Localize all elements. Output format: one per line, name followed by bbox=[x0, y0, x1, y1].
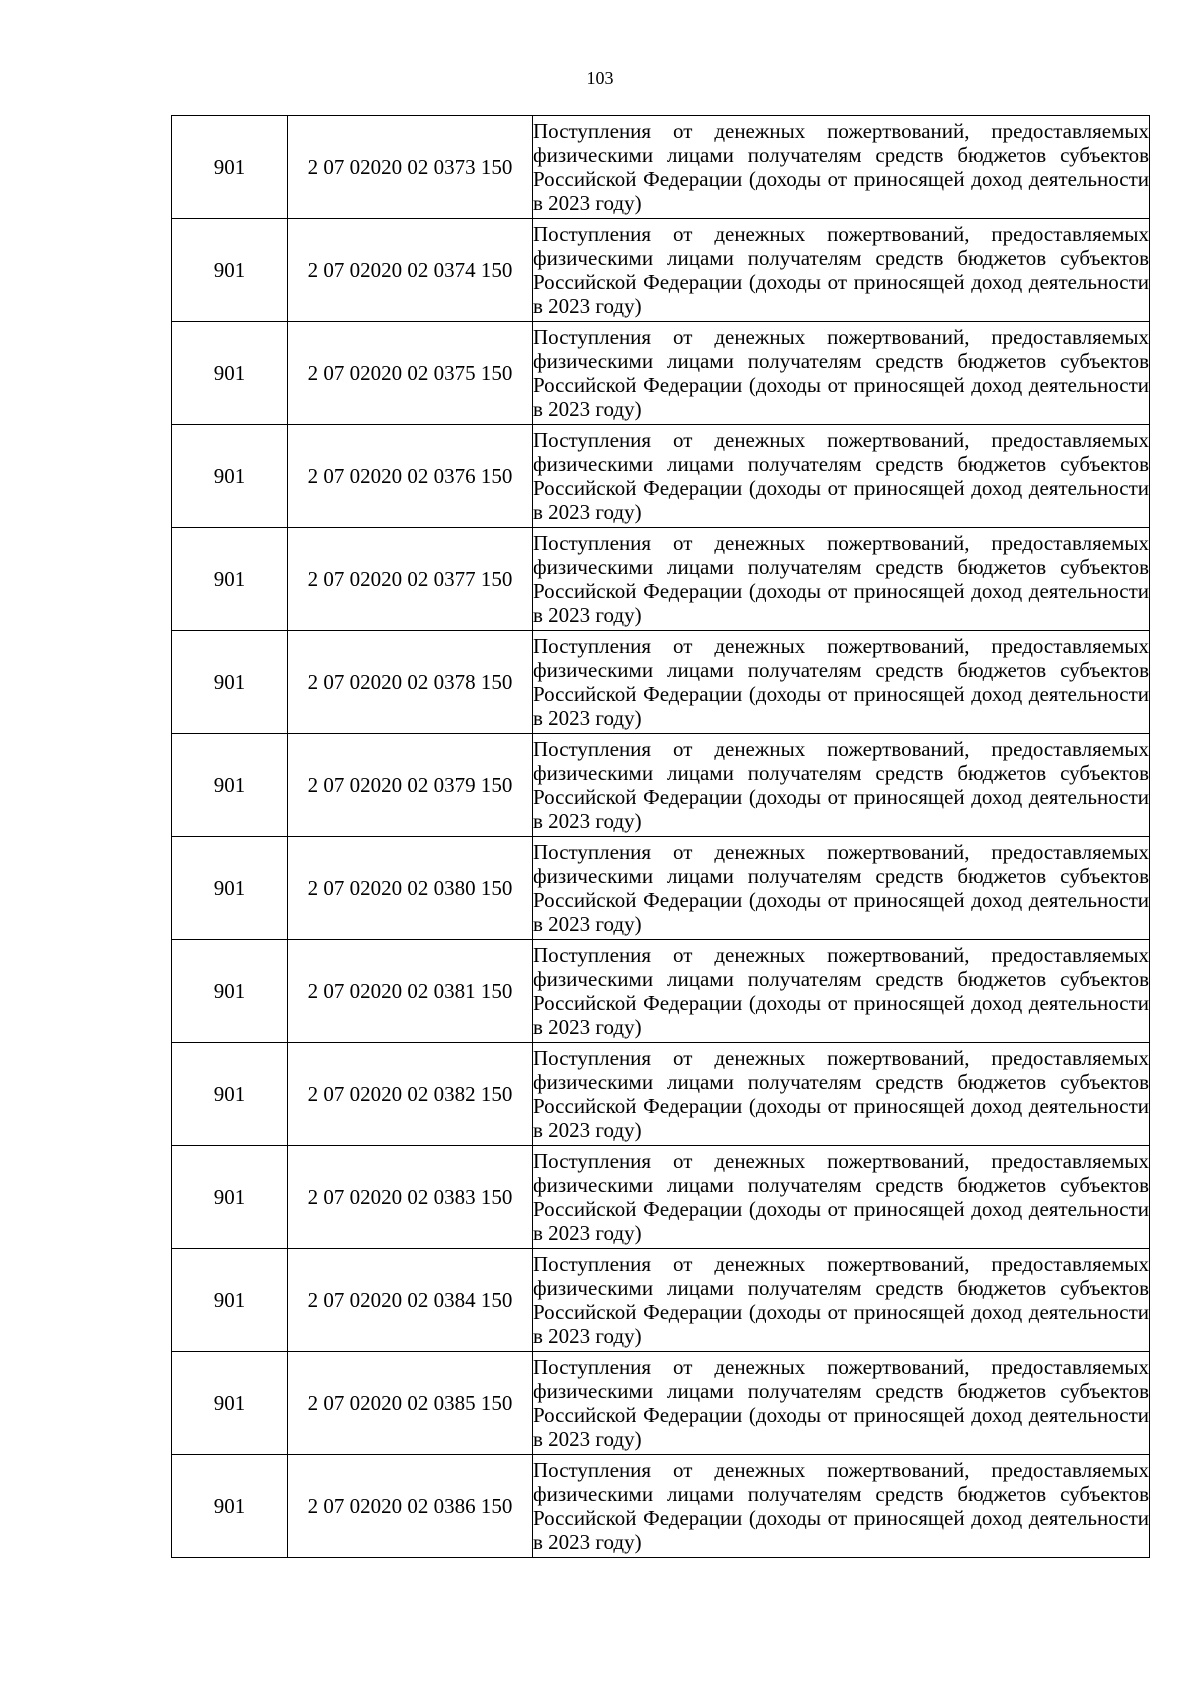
budget-code-cell: 2 07 02020 02 0384 150 bbox=[288, 1249, 533, 1352]
description-cell bbox=[533, 1352, 1150, 1455]
table-body bbox=[172, 116, 1150, 1558]
description-text: Поступления от денежных пожертвований, предоставляемых физическими лицами получателям средств бюджетов субъектов Российской Федерации (доходы от приносящей доход деятельности в 2023 году) bbox=[533, 1045, 1149, 1143]
budget-code-cell: 2 07 02020 02 0381 150 bbox=[288, 940, 533, 1043]
budget-code-cell: 2 07 02020 02 0373 150 bbox=[288, 116, 533, 219]
description-text: Поступления от денежных пожертвований, предоставляемых физическими лицами получателям средств бюджетов субъектов Российской Федерации (доходы от приносящей доход деятельности в 2023 году) bbox=[533, 1354, 1149, 1452]
table-row bbox=[172, 940, 1150, 1043]
description-text: Поступления от денежных пожертвований, предоставляемых физическими лицами получателям средств бюджетов субъектов Российской Федерации (доходы от приносящей доход деятельности в 2023 году) bbox=[533, 839, 1149, 937]
table-row bbox=[172, 528, 1150, 631]
table-row bbox=[172, 734, 1150, 837]
budget-code-cell: 2 07 02020 02 0375 150 bbox=[288, 322, 533, 425]
admin-code-cell: 901 bbox=[172, 1352, 288, 1455]
admin-code-cell: 901 bbox=[172, 425, 288, 528]
budget-code-cell: 2 07 02020 02 0377 150 bbox=[288, 528, 533, 631]
budget-code-cell: 2 07 02020 02 0385 150 bbox=[288, 1352, 533, 1455]
description-text: Поступления от денежных пожертвований, предоставляемых физическими лицами получателям средств бюджетов субъектов Российской Федерации (доходы от приносящей доход деятельности в 2023 году) bbox=[533, 427, 1149, 525]
table-row bbox=[172, 1352, 1150, 1455]
table-row bbox=[172, 322, 1150, 425]
admin-code-cell: 901 bbox=[172, 631, 288, 734]
admin-code-cell: 901 bbox=[172, 322, 288, 425]
description-text: Поступления от денежных пожертвований, предоставляемых физическими лицами получателям средств бюджетов субъектов Российской Федерации (доходы от приносящей доход деятельности в 2023 году) bbox=[533, 633, 1149, 731]
table-row bbox=[172, 1043, 1150, 1146]
description-cell bbox=[533, 631, 1150, 734]
description-text: Поступления от денежных пожертвований, предоставляемых физическими лицами получателям средств бюджетов субъектов Российской Федерации (доходы от приносящей доход деятельности в 2023 году) bbox=[533, 221, 1149, 319]
description-cell bbox=[533, 322, 1150, 425]
table-row bbox=[172, 1146, 1150, 1249]
description-cell bbox=[533, 425, 1150, 528]
budget-code-cell: 2 07 02020 02 0374 150 bbox=[288, 219, 533, 322]
admin-code-cell: 901 bbox=[172, 528, 288, 631]
table-row bbox=[172, 1455, 1150, 1558]
admin-code-cell: 901 bbox=[172, 1043, 288, 1146]
admin-code-cell: 901 bbox=[172, 219, 288, 322]
description-cell bbox=[533, 116, 1150, 219]
table-row bbox=[172, 219, 1150, 322]
table-row bbox=[172, 425, 1150, 528]
description-text: Поступления от денежных пожертвований, предоставляемых физическими лицами получателям средств бюджетов субъектов Российской Федерации (доходы от приносящей доход деятельности в 2023 году) bbox=[533, 1457, 1149, 1555]
description-cell bbox=[533, 837, 1150, 940]
description-cell bbox=[533, 1146, 1150, 1249]
description-cell bbox=[533, 528, 1150, 631]
description-text: Поступления от денежных пожертвований, предоставляемых физическими лицами получателям средств бюджетов субъектов Российской Федерации (доходы от приносящей доход деятельности в 2023 году) bbox=[533, 530, 1149, 628]
budget-code-cell: 2 07 02020 02 0378 150 bbox=[288, 631, 533, 734]
budget-code-cell: 2 07 02020 02 0382 150 bbox=[288, 1043, 533, 1146]
description-text: Поступления от денежных пожертвований, предоставляемых физическими лицами получателям средств бюджетов субъектов Российской Федерации (доходы от приносящей доход деятельности в 2023 году) bbox=[533, 942, 1149, 1040]
description-text: Поступления от денежных пожертвований, предоставляемых физическими лицами получателям средств бюджетов субъектов Российской Федерации (доходы от приносящей доход деятельности в 2023 году) bbox=[533, 736, 1149, 834]
description-text: Поступления от денежных пожертвований, предоставляемых физическими лицами получателям средств бюджетов субъектов Российской Федерации (доходы от приносящей доход деятельности в 2023 году) bbox=[533, 1148, 1149, 1246]
budget-code-cell: 2 07 02020 02 0386 150 bbox=[288, 1455, 533, 1558]
admin-code-cell: 901 bbox=[172, 1146, 288, 1249]
description-text: Поступления от денежных пожертвований, предоставляемых физическими лицами получателям средств бюджетов субъектов Российской Федерации (доходы от приносящей доход деятельности в 2023 году) bbox=[533, 1251, 1149, 1349]
description-cell bbox=[533, 219, 1150, 322]
budget-code-cell: 2 07 02020 02 0383 150 bbox=[288, 1146, 533, 1249]
description-cell bbox=[533, 1043, 1150, 1146]
admin-code-cell: 901 bbox=[172, 940, 288, 1043]
table-row bbox=[172, 837, 1150, 940]
table-row bbox=[172, 116, 1150, 219]
budget-code-cell: 2 07 02020 02 0376 150 bbox=[288, 425, 533, 528]
description-cell bbox=[533, 734, 1150, 837]
budget-code-cell: 2 07 02020 02 0379 150 bbox=[288, 734, 533, 837]
admin-code-cell: 901 bbox=[172, 734, 288, 837]
description-text: Поступления от денежных пожертвований, предоставляемых физическими лицами получателям средств бюджетов субъектов Российской Федерации (доходы от приносящей доход деятельности в 2023 году) bbox=[533, 324, 1149, 422]
budget-code-cell: 2 07 02020 02 0380 150 bbox=[288, 837, 533, 940]
page-number: 103 bbox=[586, 68, 614, 88]
description-cell bbox=[533, 1249, 1150, 1352]
admin-code-cell: 901 bbox=[172, 1455, 288, 1558]
table-row bbox=[172, 1249, 1150, 1352]
description-cell bbox=[533, 1455, 1150, 1558]
admin-code-cell: 901 bbox=[172, 1249, 288, 1352]
admin-code-cell: 901 bbox=[172, 116, 288, 219]
admin-code-cell: 901 bbox=[172, 837, 288, 940]
description-text: Поступления от денежных пожертвований, предоставляемых физическими лицами получателям средств бюджетов субъектов Российской Федерации (доходы от приносящей доход деятельности в 2023 году) bbox=[533, 118, 1149, 216]
table-row bbox=[172, 631, 1150, 734]
revenue-codes-table bbox=[171, 115, 1150, 1558]
description-cell bbox=[533, 940, 1150, 1043]
